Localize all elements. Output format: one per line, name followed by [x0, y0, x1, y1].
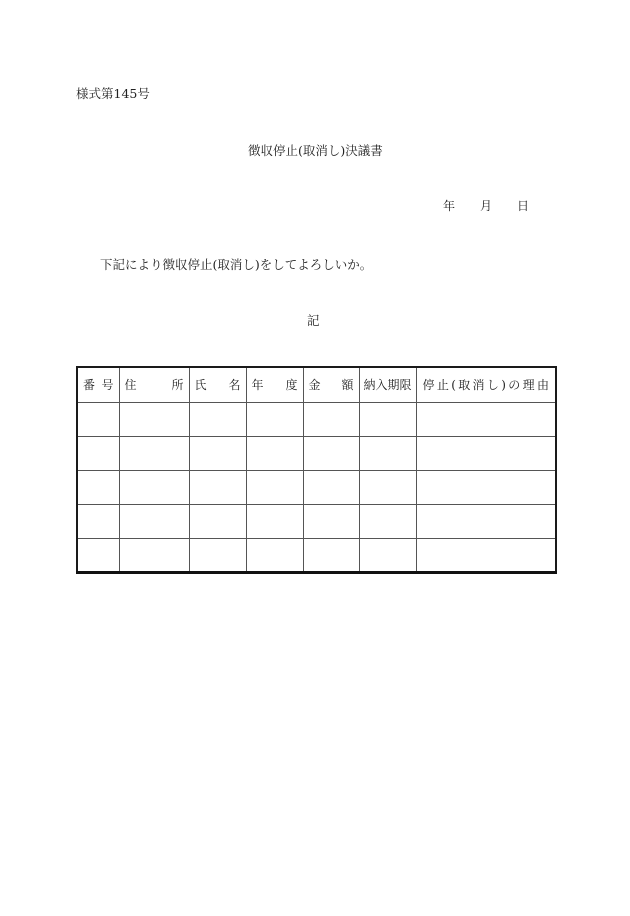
- cell-amount: [303, 436, 359, 470]
- cell-name: [189, 538, 246, 572]
- header-fiscal-year: [246, 367, 303, 402]
- cell-amount: [303, 538, 359, 572]
- table-row: [77, 402, 556, 436]
- date-month-label: 月: [480, 199, 493, 213]
- header-char: 年: [251, 378, 264, 393]
- cell-name: [189, 436, 246, 470]
- header-char: 止: [436, 378, 449, 393]
- cell-amount: [303, 470, 359, 504]
- header-char: 取: [458, 378, 471, 393]
- form-number: 様式第145号: [76, 86, 150, 101]
- cell-number: [77, 538, 119, 572]
- cell-amount: [303, 504, 359, 538]
- cell-reason: [416, 470, 556, 504]
- cell-fiscal-year: [246, 402, 303, 436]
- cell-address: [119, 470, 189, 504]
- date-day-label: 日: [517, 199, 530, 213]
- cell-name: [189, 504, 246, 538]
- header-char: 名: [228, 378, 241, 393]
- header-char: 番: [83, 378, 96, 393]
- header-payment-deadline: [359, 367, 416, 402]
- cell-fiscal-year: [246, 504, 303, 538]
- cell-fiscal-year: [246, 538, 303, 572]
- header-char: し: [486, 378, 499, 393]
- header-char: 額: [341, 378, 354, 393]
- cell-address: [119, 504, 189, 538]
- intro-text: 下記により徴収停止(取消し)をしてよろしいか。: [100, 257, 373, 272]
- header-char: 金: [308, 378, 321, 393]
- date-line: [443, 197, 537, 214]
- cell-reason: [416, 402, 556, 436]
- cell-number: [77, 470, 119, 504]
- table-row: [77, 538, 556, 572]
- cell-reason: [416, 504, 556, 538]
- table-row: [77, 436, 556, 470]
- cell-address: [119, 436, 189, 470]
- header-number: [77, 367, 119, 402]
- header-char: の: [508, 378, 521, 393]
- cell-payment-deadline: [359, 538, 416, 572]
- table-header-row: [77, 367, 556, 402]
- suspension-table: [76, 366, 557, 574]
- cell-number: [77, 504, 119, 538]
- cell-payment-deadline: [359, 504, 416, 538]
- cell-payment-deadline: [359, 436, 416, 470]
- header-char: 所: [171, 378, 184, 393]
- header-text: 納入期限: [363, 378, 412, 393]
- header-address: [119, 367, 189, 402]
- cell-name: [189, 470, 246, 504]
- header-char: 号: [101, 378, 114, 393]
- cell-fiscal-year: [246, 470, 303, 504]
- header-char: ): [501, 377, 506, 392]
- document-title: 徴収停止(取消し)決議書: [248, 143, 383, 158]
- header-name: [189, 367, 246, 402]
- cell-reason: [416, 436, 556, 470]
- header-char: (: [451, 377, 456, 392]
- table-row: [77, 470, 556, 504]
- header-char: 停: [422, 378, 435, 393]
- header-char: 住: [124, 378, 137, 393]
- table-row: [77, 504, 556, 538]
- header-amount: [303, 367, 359, 402]
- header-char: 理: [522, 378, 535, 393]
- cell-reason: [416, 538, 556, 572]
- header-char: 度: [285, 378, 298, 393]
- header-reason: [416, 367, 556, 402]
- cell-amount: [303, 402, 359, 436]
- cell-address: [119, 538, 189, 572]
- ki-heading: 記: [307, 313, 320, 328]
- cell-number: [77, 402, 119, 436]
- cell-payment-deadline: [359, 402, 416, 436]
- cell-name: [189, 402, 246, 436]
- cell-number: [77, 436, 119, 470]
- cell-payment-deadline: [359, 470, 416, 504]
- header-char: 消: [472, 378, 485, 393]
- cell-address: [119, 402, 189, 436]
- date-year-label: 年: [443, 199, 456, 213]
- header-char: 氏: [194, 378, 207, 393]
- header-char: 由: [536, 378, 549, 393]
- cell-fiscal-year: [246, 436, 303, 470]
